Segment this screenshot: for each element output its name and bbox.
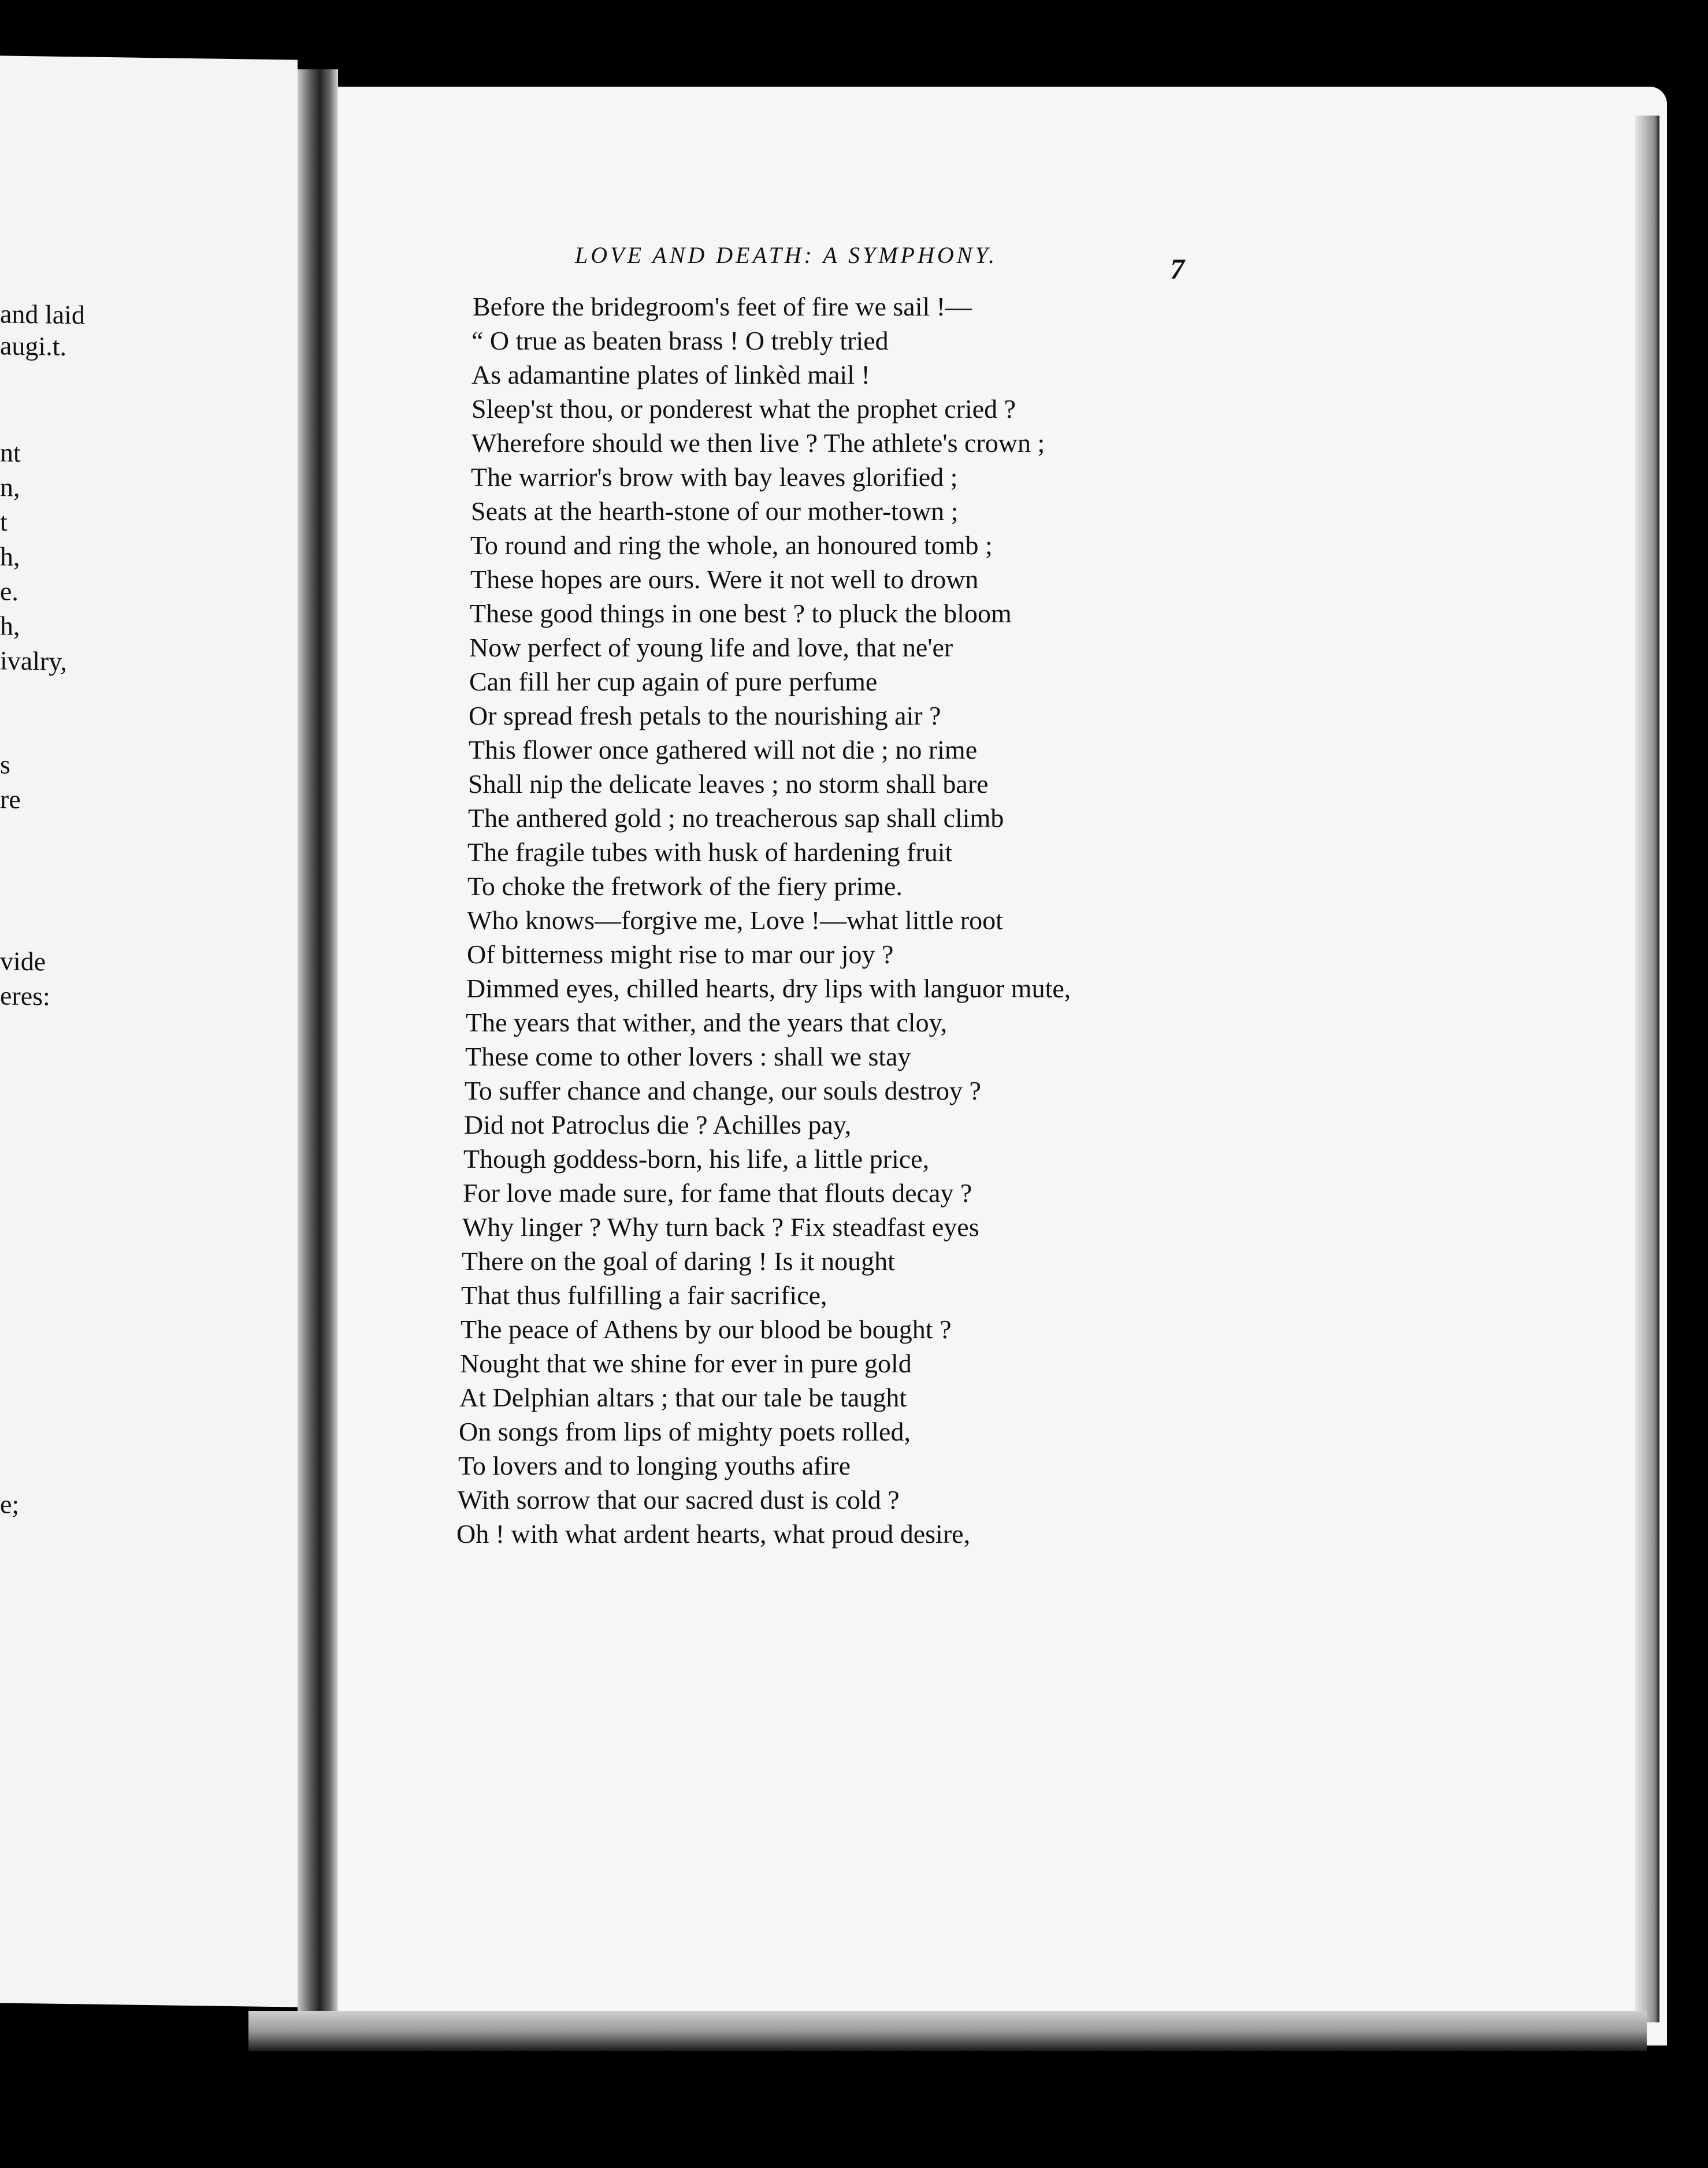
verse-line: These hopes are ours. Were it not well to drown [470, 565, 979, 594]
verse-line: To choke the fretwork of the fiery prime. [467, 871, 903, 901]
verse-line: Or spread fresh petals to the nourishing air ? [469, 701, 941, 730]
verse-line: As adamantine plates of linkèd mail ! [471, 360, 870, 389]
verse-line: Nought that we shine for ever in pure gold [460, 1349, 912, 1378]
verse-line: These good things in one best ? to pluck the bloom [470, 599, 1012, 628]
facing-page-fragment: s [0, 749, 10, 779]
verse-line: This flower once gathered will not die ; no rime [469, 735, 978, 764]
running-head: LOVE AND DEATH: A SYMPHONY. [575, 242, 998, 268]
facing-page-fragment: h, [0, 541, 20, 571]
verse-line: Of bitterness might rise to mar our joy ? [467, 940, 894, 969]
verse-line: Sleep'st thou, or ponderest what the prophet cried ? [471, 394, 1016, 424]
facing-page-fragment: n, [0, 472, 20, 502]
verse-line: Did not Patroclus die ? Achilles pay, [464, 1110, 852, 1139]
verse-line: There on the goal of daring ! Is it nought [462, 1246, 895, 1276]
page-number: 7 [1170, 253, 1185, 285]
verse-line: Can fill her cup again of pure perfume [469, 667, 878, 696]
facing-page-fragment: ivalry, [0, 645, 67, 677]
verse-line: Though goddess-born, his life, a little price, [463, 1144, 930, 1174]
verse-line: To lovers and to longing youths afire [458, 1451, 851, 1480]
facing-page-fragment: eres: [0, 981, 50, 1011]
verse-line: The peace of Athens by our blood be bought ? [461, 1315, 952, 1344]
verse-line: “ O true as beaten brass ! O trebly tried [471, 326, 889, 355]
verse-line: Wherefore should we then live ? The athlete's crown ; [471, 428, 1045, 458]
verse-line: The warrior's brow with bay leaves glorified ; [471, 462, 958, 492]
facing-page-fragment: vide [0, 946, 46, 977]
facing-page-fragment: augi.t. [0, 331, 66, 362]
verse-line: Why linger ? Why turn back ? Fix steadfast eyes [462, 1212, 979, 1242]
page-edge-right [1635, 116, 1659, 2022]
verse-line: Now perfect of young life and love, that ne'er [469, 633, 953, 662]
verse-line: For love made sure, for fame that flouts decay ? [463, 1178, 972, 1208]
verse-line: To round and ring the whole, an honoured tomb ; [470, 530, 993, 560]
facing-page-fragment: t [0, 507, 8, 537]
verse-line: Dimmed eyes, chilled hearts, dry lips with languor mute, [466, 974, 1071, 1003]
verse-line: The anthered gold ; no treacherous sap shall climb [468, 803, 1004, 833]
verse-line: To suffer chance and change, our souls destroy ? [465, 1076, 981, 1105]
facing-page-fragment: re [0, 784, 21, 814]
verse-line: Seats at the hearth-stone of our mother-town ; [471, 496, 959, 526]
verse-line: Shall nip the delicate leaves ; no storm shall bare [468, 769, 989, 799]
verse-line: Who knows—forgive me, Love !—what little root [467, 905, 1003, 935]
facing-page-fragment: e; [0, 1489, 20, 1519]
facing-page-fragment: nt [0, 437, 21, 467]
facing-page-fragment: and laid [0, 299, 85, 330]
verse-line: The fragile tubes with husk of hardening fruit [467, 837, 953, 867]
verse-line: Oh ! with what ardent hearts, what proud desire, [456, 1519, 971, 1549]
facing-page-fragment: e. [0, 576, 18, 606]
verse-line: Before the bridegroom's feet of fire we sail !— [473, 292, 972, 321]
verse-line: These come to other lovers : shall we stay [465, 1042, 911, 1071]
facing-page [0, 55, 298, 2007]
page-edge-bottom [248, 2011, 1647, 2051]
verse-line: That thus fulfilling a fair sacrifice, [461, 1280, 827, 1310]
verse-line: The years that wither, and the years that cloy, [466, 1008, 948, 1037]
facing-page-fragment: h, [0, 611, 20, 641]
verse-line: At Delphian altars ; that our tale be taught [459, 1383, 907, 1412]
verse-line: On songs from lips of mighty poets rolled, [459, 1417, 911, 1446]
book-gutter [298, 69, 338, 2046]
verse-line: With sorrow that our sacred dust is cold ? [458, 1485, 900, 1514]
